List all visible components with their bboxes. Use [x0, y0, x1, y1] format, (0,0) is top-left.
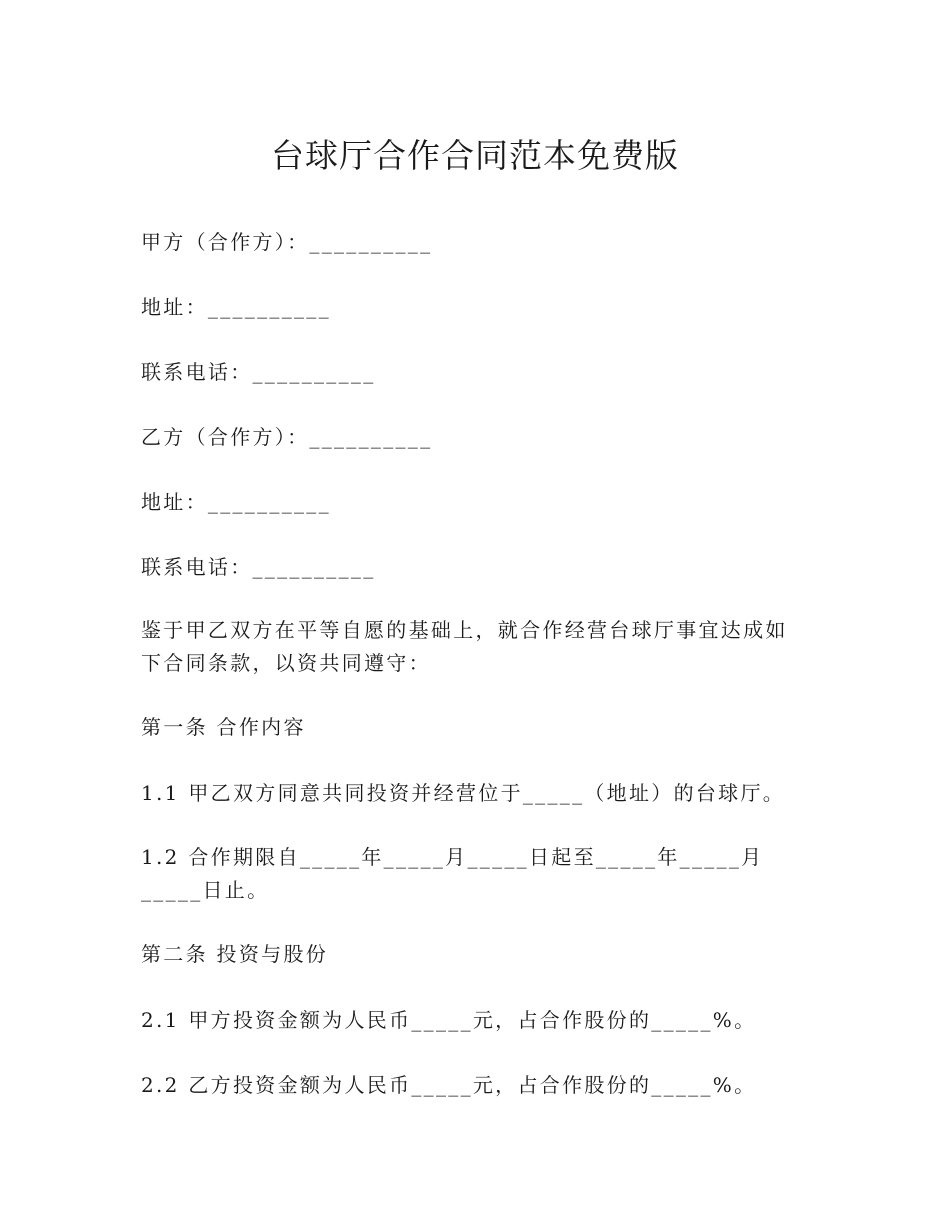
- party-b-address: 地址：__________: [141, 490, 331, 514]
- party-a-phone: 联系电话：__________: [141, 360, 376, 384]
- clause-2-1: 2.1 甲方投资金额为人民币_____元，占合作股份的_____%。: [141, 1008, 757, 1032]
- party-a-name: 甲方（合作方）：__________: [141, 230, 433, 254]
- party-b-name: 乙方（合作方）：__________: [141, 425, 433, 449]
- party-b-phone: 联系电话：__________: [141, 555, 376, 579]
- clause-1-2: 1.2 合作期限自_____年_____月_____日起至_____年_____月_____日止。: [141, 845, 764, 902]
- document-title: 台球厅合作合同范本免费版: [271, 136, 679, 175]
- clause-2-2: 2.2 乙方投资金额为人民币_____元，占合作股份的_____%。: [141, 1073, 757, 1097]
- article-1-heading: 第一条 合作内容: [141, 715, 306, 739]
- party-a-address: 地址：__________: [141, 295, 331, 319]
- preamble-paragraph: 鉴于甲乙双方在平等自愿的基础上，就合作经营台球厅事宜达成如下合同条款，以资共同遵守：: [141, 618, 788, 675]
- article-2-heading: 第二条 投资与股份: [141, 942, 329, 966]
- clause-1-1: 1.1 甲乙双方同意共同投资并经营位于_____（地址）的台球厅。: [141, 781, 786, 805]
